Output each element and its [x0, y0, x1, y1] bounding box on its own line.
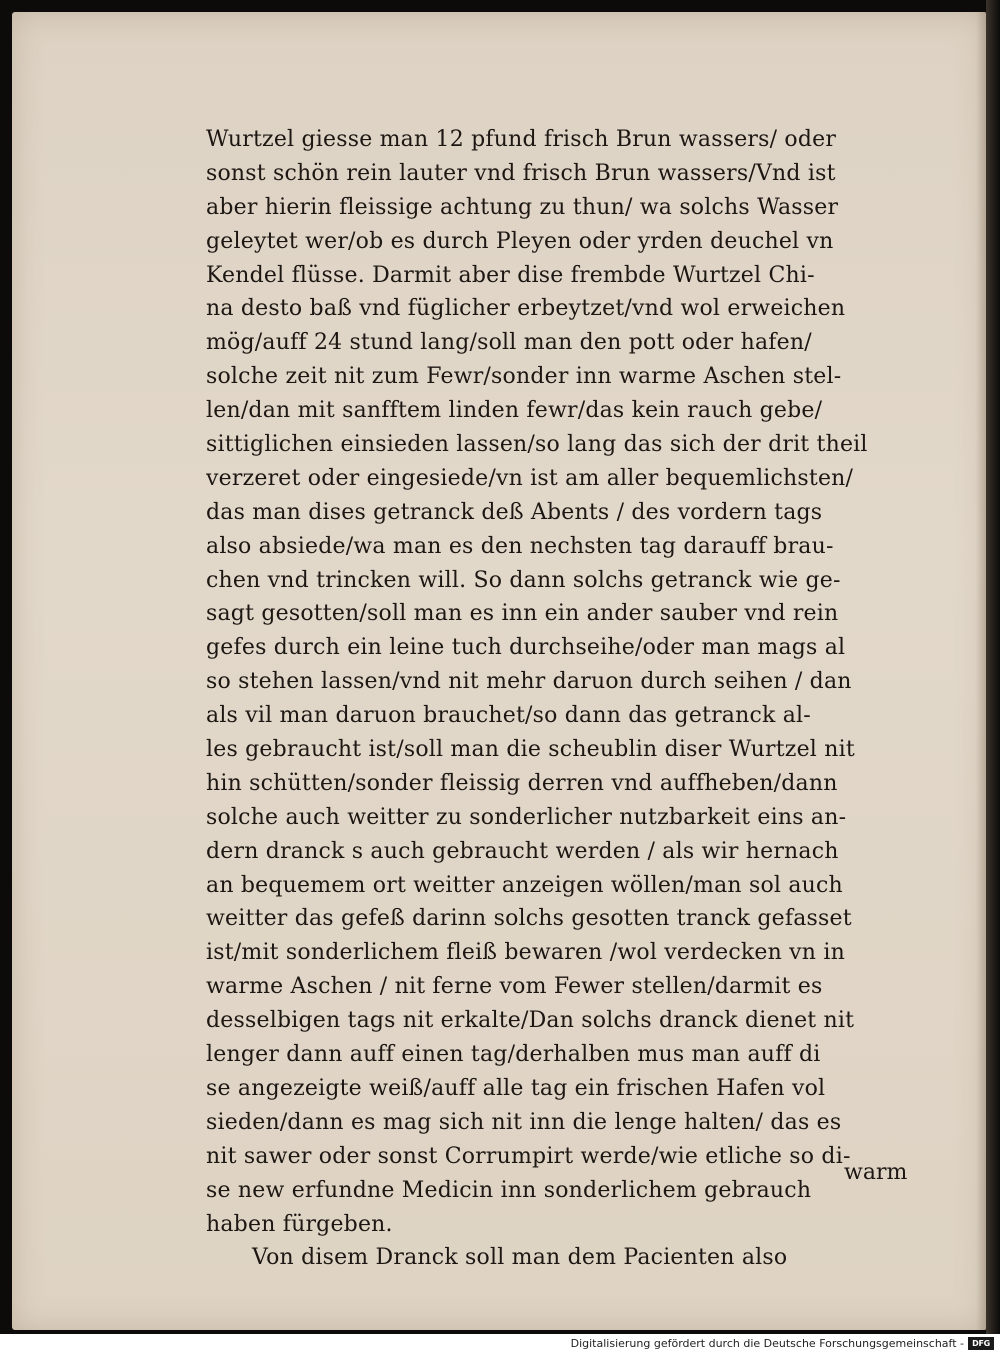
text-line: haben fürgeben. — [206, 1211, 393, 1237]
text-line: sonst schön rein lauter vnd frisch Brun wassers/Vnd ist — [206, 160, 836, 186]
text-line: gefes durch ein leine tuch durchseihe/oder man mags al — [206, 635, 846, 661]
text-line: ist/mit sonderlichem fleiß bewaren /wol verdecken vn in — [206, 940, 845, 966]
text-line: se new erfundne Medicin inn sonderlichem gebrauch — [206, 1177, 812, 1203]
text-line: se angezeigte weiß/auff alle tag ein frischen Hafen vol — [206, 1075, 826, 1101]
text-line: an bequemem ort weitter anzeigen wöllen/man sol auch — [206, 872, 843, 898]
text-line: weitter das gefeß darinn solchs gesotten tranck gefasset — [206, 906, 852, 932]
footer-bar — [0, 1334, 1000, 1354]
text-line: na desto baß vnd füglicher erbeytzet/vnd wol erweichen — [206, 296, 846, 322]
text-line: dern dranck s auch gebraucht werden / als wir hernach — [206, 838, 839, 864]
page-edge-shading — [976, 12, 986, 1330]
text-line: sieden/dann es mag sich nit inn die lenge halten/ das es — [206, 1109, 842, 1135]
text-line: als vil man daruon brauchet/so dann das getranck al- — [206, 703, 811, 729]
text-line: solche zeit nit zum Fewr/sonder inn warme Aschen stel- — [206, 364, 842, 390]
dfg-logo-icon: DFG — [968, 1337, 994, 1350]
text-line: also absiede/wa man es den nechsten tag darauff brau- — [206, 533, 834, 559]
text-line: Wurtzel giesse man 12 pfund frisch Brun wassers/ oder — [206, 127, 837, 152]
text-line: lenger dann auff einen tag/derhalben mus man auff di — [206, 1042, 821, 1068]
text-line: so stehen lassen/vnd nit mehr daruon durch seihen / dan — [206, 669, 852, 695]
gutter-shadow — [986, 0, 1000, 1334]
text-line: les gebraucht ist/soll man die scheublin diser Wurtzel nit — [206, 737, 855, 763]
funding-credit: Digitalisierung gefördert durch die Deutsche Forschungsgemeinschaft - — [570, 1337, 964, 1350]
text-line: aber hierin fleissige achtung zu thun/ wa solchs Wasser — [206, 194, 839, 220]
catchword: warm — [844, 1160, 908, 1185]
text-line-indented: Von disem Dranck soll man dem Pacienten also — [252, 1245, 788, 1271]
text-line: nit sawer oder sonst Corrumpirt werde/wie etliche so di- — [206, 1143, 851, 1169]
text-line: geleytet wer/ob es durch Pleyen oder yrden deuchel vn — [206, 228, 834, 254]
text-line: warme Aschen / nit ferne vom Fewer stellen/darmit es — [206, 974, 823, 1000]
text-line: verzeret oder eingesiede/vn ist am aller bequemlichsten/ — [206, 465, 854, 491]
text-line: das man dises getranck deß Abents / des vordern tags — [206, 499, 823, 525]
text-line: solche auch weitter zu sonderlicher nutzbarkeit eins an- — [206, 804, 847, 830]
text-line: sagt gesotten/soll man es inn ein ander sauber vnd rein — [206, 601, 839, 627]
text-line: len/dan mit sanfftem linden fewr/das kein rauch gebe/ — [206, 398, 823, 424]
text-line: Kendel flüsse. Darmit aber dise frembde Wurtzel Chi- — [206, 262, 815, 288]
text-line: mög/auff 24 stund lang/soll man den pott oder hafen/ — [206, 330, 812, 356]
page-text-block — [206, 123, 931, 1275]
text-line: sittiglichen einsieden lassen/so lang das sich der drit theil — [206, 432, 868, 458]
text-line: chen vnd trincken will. So dann solchs getranck wie ge- — [206, 567, 841, 593]
text-line: desselbigen tags nit erkalte/Dan solchs dranck dienet nit — [206, 1008, 855, 1034]
text-line: hin schütten/sonder fleissig derren vnd auffheben/dann — [206, 770, 838, 796]
